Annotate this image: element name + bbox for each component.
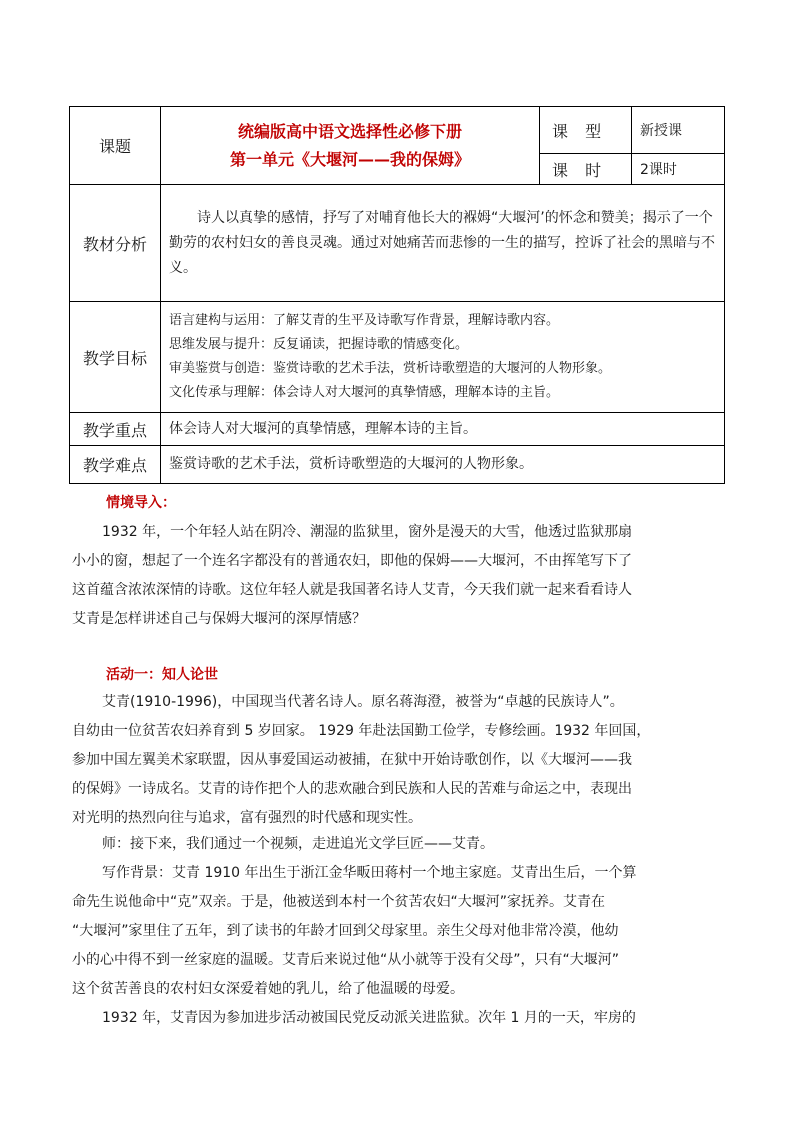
background-paragraph: [72, 859, 724, 1004]
goals-list: [161, 302, 725, 413]
text-line: 1932 年，一个年轻人站在阴冷、潮湿的监狱里，窗外是漫天的大雪，他透过监狱那扇: [102, 524, 633, 540]
text-line: 小小的窗，想起了一个连名字都没有的普通农妇，即他的保姆——大堰河，不由挥笔写下了: [72, 553, 632, 569]
text-line: 这首蕴含浓浓深情的诗歌。这位年轻人就是我国著名诗人艾青，今天我们就一起来看看诗人: [72, 582, 632, 598]
goal-item: 思维发展与提升：反复诵读，把握诗歌的情感变化。: [169, 337, 469, 352]
text-line: 命先生说他命中“克”双亲。于是，他被送到本村一个贫苦农妇“大堰河”家抚养。艾青在: [72, 894, 606, 910]
text-line: 对光明的热烈向往与追求，富有强烈的时代感和现实性。: [72, 810, 422, 826]
teacher-paragraph: [72, 830, 724, 859]
text-line: 写作背景：艾青 1910 年出生于浙江金华畈田蒋村一个地主家庭。艾青出生后，一个算: [102, 865, 637, 881]
key-points-text: 体会诗人对大堰河的真挚情感，理解本诗的主旨。: [161, 413, 725, 446]
lesson-info-table: [69, 106, 725, 484]
lesson-title: [161, 107, 540, 185]
analysis-text: 诗人以真挚的感情，抒写了对哺育他长大的褓姆“大堰河’的怀念和赞美；揭示了一个勤劳的农村妇女的善良灵魂。通过对她痛苦而悲惨的一生的描写，控诉了社会的黑暗与不义。: [161, 185, 725, 302]
text-line: 的保姆》一诗成名。艾青的诗作把个人的悲欢融合到民族和人民的苦难与命运之中，表现出: [72, 781, 632, 797]
keti-label: 课题: [70, 107, 161, 185]
text-line: 师：接下来，我们通过一个视频，走进追光文学巨匠——艾青。: [102, 836, 494, 852]
text-line: 艾青(1910-1996)，中国现当代著名诗人。原名蒋海澄，被誉为“卓越的民族诗人”。: [102, 694, 624, 710]
prison-paragraph: [72, 1004, 724, 1033]
text-line: 自幼由一位贫苦农妇养育到 5 岁回家。 1929 年赴法国勤工俭学，专修绘画。1932 年回国，: [72, 723, 651, 739]
activity-heading: 活动一：知人论世: [106, 667, 218, 683]
goal-item: 文化传承与理解：体会诗人对大堰河的真挚情感，理解本诗的主旨。: [169, 385, 560, 400]
keshi-label: 课 时: [540, 154, 632, 185]
goals-label: 教学目标: [70, 302, 161, 413]
keshi-value: 2课时: [632, 154, 725, 185]
difficulty-label: 教学难点: [70, 446, 161, 484]
text-line: 参加中国左翼美术家联盟，因从事爱国运动被捕，在狱中开始诗歌创作，以《大堰河——我: [72, 752, 632, 768]
goal-item: 审美鉴赏与创造：鉴赏诗歌的艺术手法，赏析诗歌塑造的大堰河的人物形象。: [169, 361, 612, 376]
goal-item: 语言建构与运用：了解艾青的生平及诗歌写作背景，理解诗歌内容。: [169, 313, 560, 328]
lesson-title-line2: 第一单元《大堰河——我的保姆》: [229, 149, 470, 169]
bio-paragraph: [72, 688, 724, 833]
intro-heading: 情境导入：: [106, 495, 176, 511]
text-line: 这个贫苦善良的农村妇女深爱着她的乳儿，给了他温暖的母爱。: [72, 981, 464, 997]
analysis-label: 教材分析: [70, 185, 161, 302]
intro-paragraph: [72, 518, 724, 634]
key-points-label: 教学重点: [70, 413, 161, 446]
difficulty-text: 鉴赏诗歌的艺术手法，赏析诗歌塑造的大堰河的人物形象。: [161, 446, 725, 484]
text-line: “大堰河”家里住了五年，到了读书的年龄才回到父母家里。亲生父母对他非常冷漠，他幼: [72, 923, 619, 939]
text-line: 1932 年，艾青因为参加进步活动被国民党反动派关进监狱。次年 1 月的一天，牢房的: [102, 1010, 636, 1026]
text-line: 小的心中得不到一丝家庭的温暖。艾青后来说过他“从小就等于没有父母”，只有“大堰河”: [72, 952, 620, 968]
text-line: 艾青是怎样讲述自己与保姆大堰河的深厚情感？: [72, 611, 366, 627]
kexing-label: 课 型: [540, 107, 632, 154]
lesson-title-line1: 统编版高中语文选择性必修下册: [237, 121, 462, 141]
kexing-value: 新授课: [632, 107, 725, 154]
